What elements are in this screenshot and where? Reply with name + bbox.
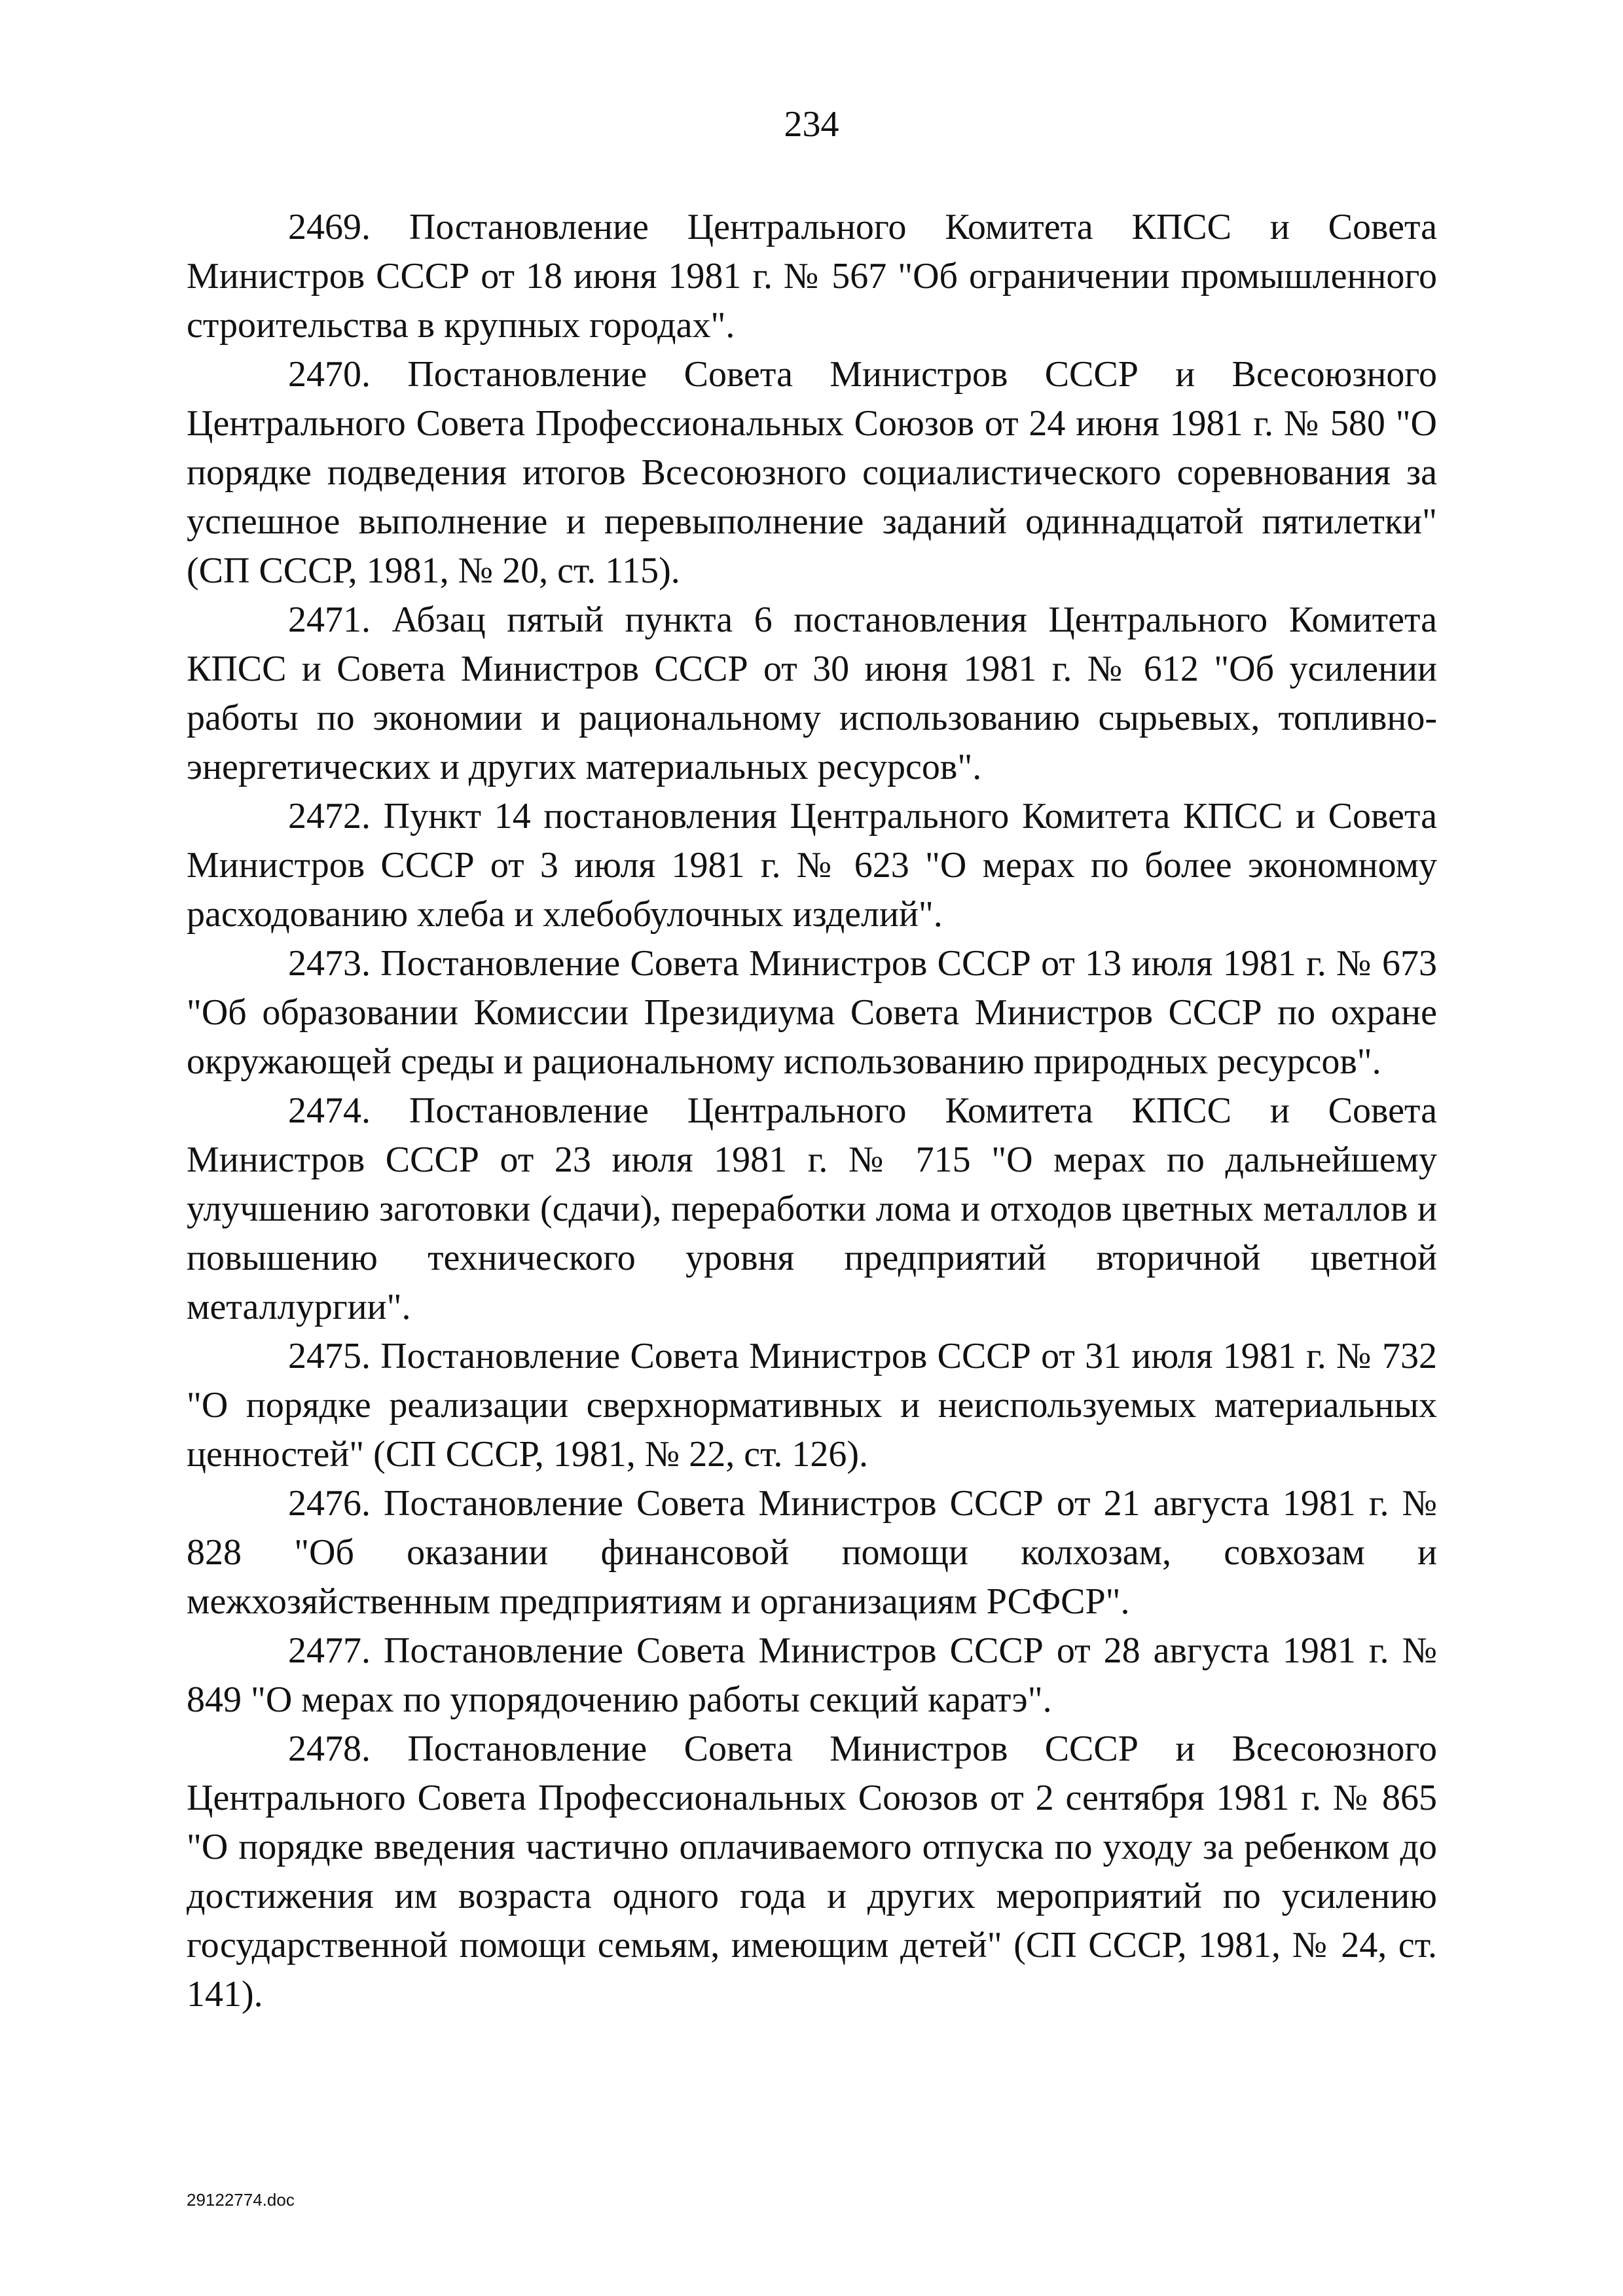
entry-text: Пункт 14 постановления Центрального Комитета КПСС и Совета Министров СССР от 3 июля 1981 г. № 623 "О мерах по более экономному расходованию хлеба и хлебобулочных изделий". — [187, 796, 1438, 935]
entry-text: Постановление Совета Министров СССР от 31 июля 1981 г. № 732 "О порядке реализации сверхнормативных и неиспользуемых материальных ценностей" (СП СССР, 1981, № 22, ст. 126). — [187, 1336, 1438, 1475]
entry-number: 2476. — [288, 1483, 371, 1524]
list-item — [187, 1725, 1437, 2019]
entry-number: 2475. — [288, 1336, 371, 1376]
entry-text: Постановление Совета Министров СССР от 13 июля 1981 г. № 673 "Об образовании Комиссии Президиума Совета Министров СССР по охране окружающей среды и рациональному использованию природных ресурсов". — [187, 943, 1438, 1082]
list-item — [187, 350, 1437, 596]
list-item — [187, 939, 1437, 1086]
list-item — [187, 1479, 1437, 1626]
entry-text: Постановление Совета Министров СССР от 21 августа 1981 г. № 828 "Об оказании финансовой помощи колхозам, совхозам и межхозяйственным предприятиям и организациям РСФСР". — [187, 1483, 1437, 1622]
entry-number: 2478. — [288, 1729, 371, 1769]
entry-number: 2473. — [288, 943, 371, 984]
entry-number: 2470. — [288, 354, 371, 395]
list-item — [187, 1626, 1437, 1725]
list-item — [187, 1332, 1437, 1479]
entry-number: 2471. — [288, 600, 371, 640]
entry-number: 2472. — [288, 796, 371, 836]
entry-text: Абзац пятый пункта 6 постановления Центрального Комитета КПСС и Совета Министров СССР от 30 июня 1981 г. № 612 "Об усилении работы по экономии и рациональному использованию сырьевых, топливно-энергетических и других материальных ресурсов". — [187, 600, 1438, 787]
list-item — [187, 596, 1437, 792]
entry-text: Постановление Совета Министров СССР от 28 августа 1981 г. № 849 "О мерах по упорядочению работы секций каратэ". — [187, 1630, 1437, 1720]
entry-number: 2469. — [288, 207, 371, 247]
list-item — [187, 792, 1437, 939]
footer-filename: 29122774.doc — [187, 2190, 295, 2210]
entry-text: Постановление Центрального Комитета КПСС и Совета Министров СССР от 18 июня 1981 г. № 567 "Об ограничении промышленного строительства в крупных городах". — [187, 207, 1438, 346]
entry-text: Постановление Совета Министров СССР и Всесоюзного Центрального Совета Профессиональных Союзов от 2 сентября 1981 г. № 865 "О порядке введения частично оплачиваемого отпуска по уходу за ребенком до достижения им возраста одного года и других мероприятий по усилению государственной помощи семьям, имеющим детей" (СП СССР, 1981, № 24, ст. 141). — [187, 1729, 1437, 2015]
entry-text: Постановление Совета Министров СССР и Всесоюзного Центрального Совета Профессиональных Союзов от 24 июня 1981 г. № 580 "О порядке подведения итогов Всесоюзного социалистического соревнования за успешное выполнение и перевыполнение заданий одиннадцатой пятилетки" (СП СССР, 1981, № 20, ст. 115). — [187, 354, 1437, 591]
list-item — [187, 1086, 1437, 1332]
page-number: 234 — [784, 104, 839, 145]
document-body — [187, 203, 1437, 2019]
entry-text: Постановление Центрального Комитета КПСС и Совета Министров СССР от 23 июля 1981 г. № 715 "О мерах по дальнейшему улучшению заготовки (сдачи), переработки лома и отходов цветных металлов и повышению технического уровня предприятий вторичной цветной металлургии". — [187, 1090, 1438, 1327]
entry-number: 2474. — [288, 1090, 371, 1131]
list-item — [187, 203, 1437, 350]
entry-number: 2477. — [288, 1630, 371, 1671]
